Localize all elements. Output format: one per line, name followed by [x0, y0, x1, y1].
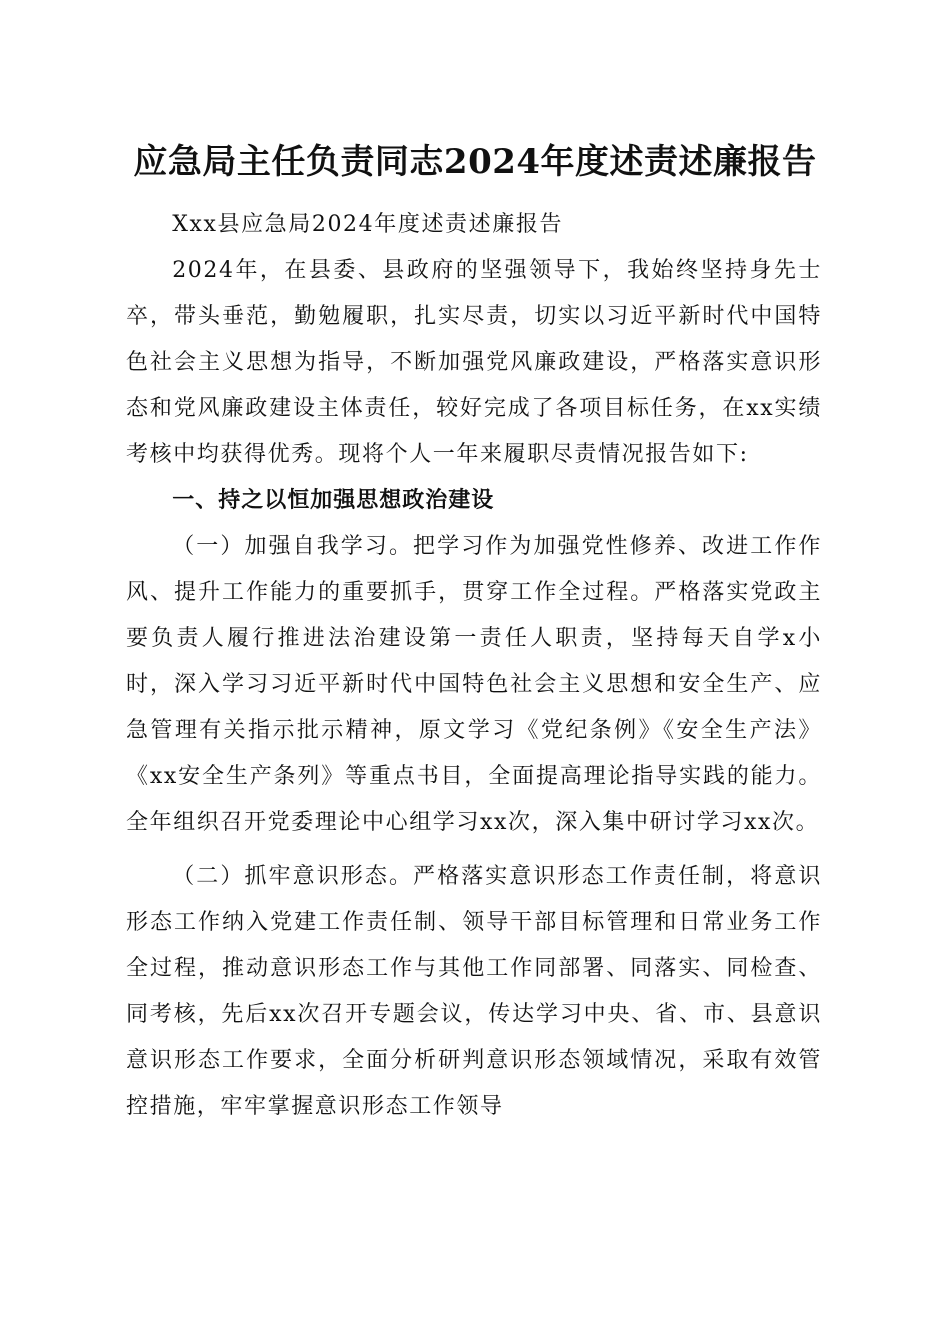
- intro-paragraph: 2024年，在县委、县政府的坚强领导下，我始终坚持身先士卒，带头垂范，勤勉履职，扎实尽责，切实以习近平新时代中国特色社会主义思想为指导，不断加强党风廉政建设，严格落实意识形态和党风廉政建设主体责任，较好完成了各项目标任务，在xx实绩考核中均获得优秀。现将个人一年来履职尽责情况报告如下:: [126, 258, 822, 467]
- paragraph-ideology: （二）抓牢意识形态。严格落实意识形态工作责任制，将意识形态工作纳入党建工作责任制、领导干部目标管理和日常业务工作全过程，推动意识形态工作与其他工作同部署、同落实、同检查、同考核，先后xx次召开专题会议，传达学习中央、省、市、县意识意识形态工作要求，全面分析研判意识形态领域情况，采取有效管控措施，牢牢掌握意识形态工作领导: [126, 864, 822, 1119]
- paragraph-self-study: （一）加强自我学习。把学习作为加强党性修养、改进工作作风、提升工作能力的重要抓手，贯穿工作全过程。严格落实党政主要负责人履行推进法治建设第一责任人职责，坚持每天自学x小时，深入学习习近平新时代中国特色社会主义思想和安全生产、应急管理有关指示批示精神，原文学习《党纪条例》《安全生产法》《xx安全生产条列》等重点书目，全面提高理论指导实践的能力。全年组织召开党委理论中心组学习xx次，深入集中研讨学习xx次。: [126, 534, 822, 835]
- document-body: [126, 202, 822, 1130]
- document-title: 应急局主任负责同志2024年度述责述廉报告: [133, 142, 817, 182]
- document-subtitle: Xxx县应急局2024年度述责述廉报告: [172, 212, 564, 237]
- section-heading-1: 一、持之以恒加强思想政治建设: [172, 488, 495, 513]
